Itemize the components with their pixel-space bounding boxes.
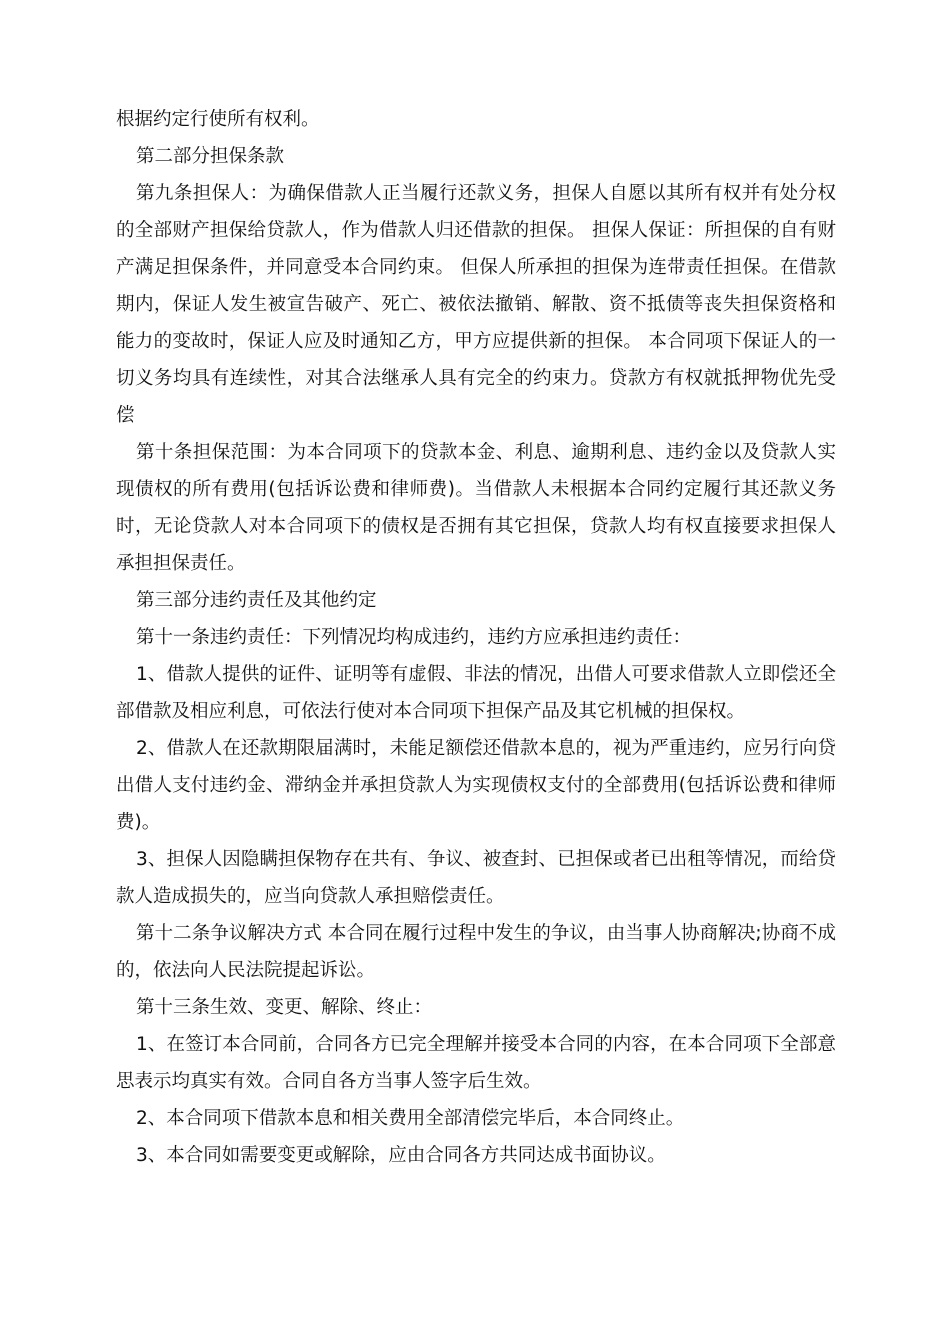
paragraph-rights-continuation: 根据约定行使所有权利。 (116, 109, 320, 130)
article-9-guarantor: 第九条担保人：为确保借款人正当履行还款义务，担保人自愿以其所有权并有处分权的全部财产担保给贷款人，作为借款人归还借款的担保。 担保人保证：所担保的自有财产满足担保条件，并同意受本合同约束。 但保人所承担的担保为连带责任担保。在借款期内，保证人发生被宣告破产、死亡、被依法撤销、解散、资不抵债等丧失担保资格和能力的变故时，保证人应及时通知乙方，甲方应提供新的担保。 本合同项下保证人的一切义务均具有连续性，对其合法继承人具有完全的约束力。贷款方有权就抵押物优先受偿 (116, 183, 836, 426)
article-12-dispute: 第十二条争议解决方式 本合同在履行过程中发生的争议，由当事人协商解决;协商不成的，依法向人民法院提起诉讼。 (116, 923, 836, 981)
article-11-item-3: 3、担保人因隐瞒担保物存在共有、争议、被查封、已担保或者已出租等情况，而给贷款人造成损失的，应当向贷款人承担赔偿责任。 (116, 849, 836, 907)
article-10-guarantee-scope: 第十条担保范围：为本合同项下的贷款本金、利息、逾期利息、违约金以及贷款人实现债权的所有费用(包括诉讼费和律师费)。当借款人未根据本合同约定履行其还款义务时，无论贷款人对本合同项下的债权是否拥有其它担保，贷款人均有权直接要求担保人承担担保责任。 (116, 442, 836, 574)
section-heading-liability: 第三部分违约责任及其他约定 (136, 590, 377, 611)
article-13-item-3: 3、本合同如需要变更或解除，应由合同各方共同达成书面协议。 (136, 1145, 666, 1166)
article-11-item-2: 2、借款人在还款期限届满时，未能足额偿还借款本息的，视为严重违约，应另行向贷出借人支付违约金、滞纳金并承担贷款人为实现债权支付的全部费用(包括诉讼费和律师费)。 (116, 738, 836, 833)
article-13-item-1: 1、在签订本合同前，合同各方已完全理解并接受本合同的内容，在本合同项下全部意思表示均真实有效。合同自各方当事人签字后生效。 (116, 1034, 836, 1092)
article-13-effect: 第十三条生效、变更、解除、终止： (136, 997, 433, 1018)
article-13-item-2: 2、本合同项下借款本息和相关费用全部清偿完毕后，本合同终止。 (136, 1108, 685, 1129)
article-11-breach: 第十一条违约责任：下列情况均构成违约，违约方应承担违约责任： (136, 627, 692, 648)
article-11-item-1: 1、借款人提供的证件、证明等有虚假、非法的情况，出借人可要求借款人立即偿还全部借款及相应利息，可依法行使对本合同项下担保产品及其它机械的担保权。 (116, 664, 836, 722)
document-body (116, 101, 836, 1174)
section-heading-guarantee: 第二部分担保条款 (136, 146, 285, 167)
